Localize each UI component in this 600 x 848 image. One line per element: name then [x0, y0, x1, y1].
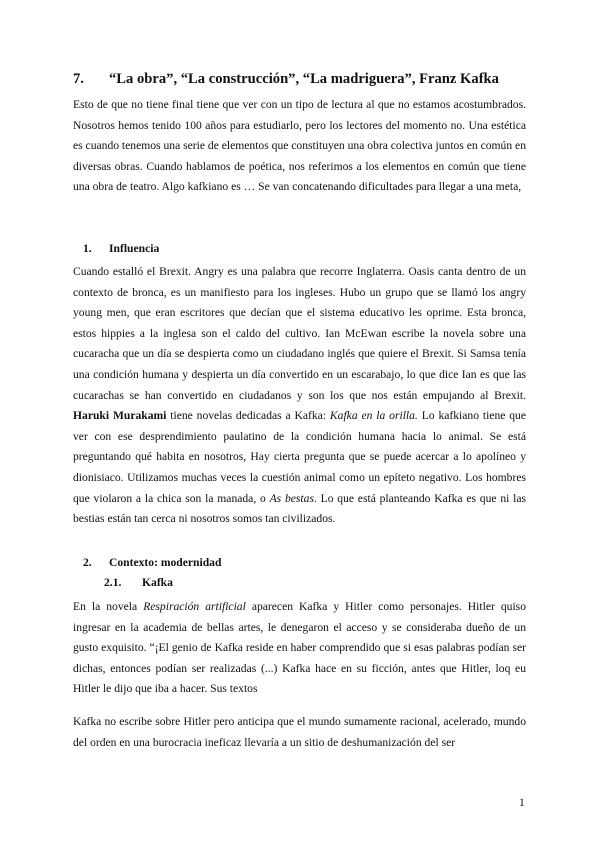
paragraph-text: En la novela: [73, 600, 144, 613]
page-number: 1: [519, 796, 525, 809]
kafka-paragraph: [73, 597, 526, 700]
paragraph-text: Lo kafkiano tiene que ver con ese desprendimiento paulatino de la condición humana hacia lo animal. Se está preguntando qué habita en nosotros, Hay cierta pregunta que se puede acercar a lo apolíneo y dionisiaco. Utilizamos muchas veces la cuestión animal como un epíteto negativo. Los hombres que violaron a la chica son la manada, o: [73, 409, 527, 505]
subsection-heading-kafka: [104, 576, 173, 589]
paragraph-text: . Lo que está planteando Kafka es que ni las bestias están tan cerca ni nosotros somos tan civilizados.: [73, 491, 526, 526]
subsection-title: Kafka: [142, 576, 173, 589]
section-title: Influencia: [109, 242, 160, 255]
paragraph-text: aparecen Kafka y Hitler como personajes. Hitler quiso ingresar en la academia de bellas artes, le denegaron el acceso y se consideraba dueño de un gusto exquisito. “¡El genio de Kafka reside en haber comprendido que si esas palabras podían ser dichas, entonces podían ser realizadas (...) Kafka hace en su ficción, antes que Hitler, loq eu Hitler le dijo que iba a hacer. Sus textos: [73, 600, 526, 696]
section-title: Contexto: modernidad: [109, 556, 222, 569]
section-number: 2.: [83, 556, 92, 569]
section-heading-influencia: [83, 242, 159, 255]
intro-paragraph: Esto de que no tiene final tiene que ver con un tipo de lectura al que no estamos acostumbrados. Nosotros hemos tenido 100 años para estudiarlo, pero los lectores del momento no. Una estética es cuando tenemos una serie de elementos que constituyen una obra colectiva juntos en común en diversas obras. Cuando hablamos de poética, nos referimos a los elementos en común que tiene una obra de teatro. Algo kafkiano es … Se van concatenando dificultades para llegar a una meta,: [73, 98, 526, 194]
subsection-number: 2.1.: [104, 576, 122, 589]
influence-paragraph: [73, 262, 526, 530]
film-title: As bestas: [269, 491, 314, 505]
hitler-paragraph: Kafka no escribe sobre Hitler pero anticipa que el mundo sumamente racional, acelerado, mundo del orden en una burocracia ineficaz llevaría a un sitio de deshumanización del ser: [73, 715, 526, 749]
section-number: 1.: [83, 242, 92, 255]
author-name: Haruki Murakami: [73, 409, 167, 423]
chapter-number: 7.: [73, 71, 84, 87]
book-title: Kafka en la orilla.: [329, 409, 418, 423]
paragraph-text: Cuando estalló el Brexit. Angry es una palabra que recorre Inglaterra. Oasis canta dentro de un contexto de bronca, es un manifiesto para los ingleses. Hubo un grupo que se llamó los angry young men, que eran escritores que decían que el sistema educativo les oprime. Esta bronca, estos hippies a la inglesa son el caldo del cultivo. Ian McEwan escribe la novela sobre una cucaracha que un día se despierta como un ciudadano inglés que quiere el Brexit. Si Samsa tenía una condición humana y despierta un día convertido en un escarabajo, lo que dice Ian es que las cucarachas se han convertido en ciudadanos y son los que nos están empujando al Brexit.: [73, 265, 526, 402]
chapter-heading: [73, 71, 499, 88]
paragraph-text: tiene novelas dedicadas a Kafka:: [166, 409, 330, 423]
chapter-title: “La obra”, “La construcción”, “La madriguera”, Franz Kafka: [109, 71, 499, 87]
novel-title: Respiración artificial: [143, 600, 246, 613]
section-heading-contexto: [83, 556, 221, 569]
